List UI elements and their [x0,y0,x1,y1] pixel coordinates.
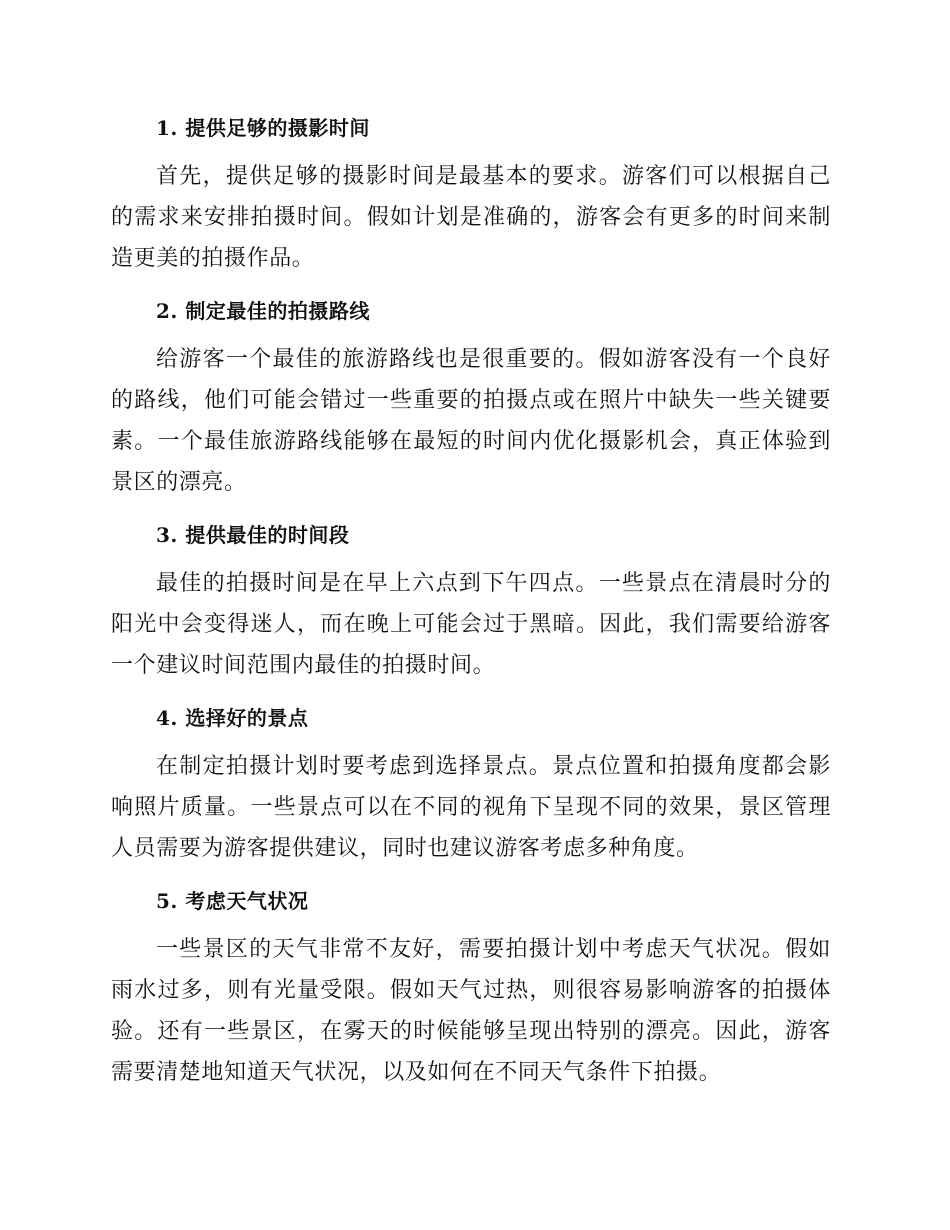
section-heading-5: 5. 考虑天气状况 [156,889,309,913]
section-heading-1: 1. 提供足够的摄影时间 [156,116,370,140]
section-paragraph-2: 给游客一个最佳的旅游路线也是很重要的。假如游客没有一个良好的路线，他们可能会错过一些重要的拍摄点或在照片中缺失一些关键要素。一个最佳旅游路线能够在最短的时间内优化摄影机会，真正体验到景区的漂亮。 [111,347,831,495]
section-heading-2: 2. 制定最佳的拍摄路线 [156,299,370,323]
section-heading-4: 4. 选择好的景点 [156,706,309,730]
section-paragraph-3: 最佳的拍摄时间是在早上六点到下午四点。一些景点在清晨时分的阳光中会变得迷人，而在晚上可能会过于黑暗。因此，我们需要给游客一个建议时间范围内最佳的拍摄时间。 [111,571,831,678]
document-content [111,108,831,1105]
section-paragraph-1: 首先，提供足够的摄影时间是最基本的要求。游客们可以根据自己的需求来安排拍摄时间。假如计划是准确的，游客会有更多的时间来制造更美的拍摄作品。 [111,164,831,271]
section-heading-3: 3. 提供最佳的时间段 [156,523,350,547]
section-paragraph-4: 在制定拍摄计划时要考虑到选择景点。景点位置和拍摄角度都会影响照片质量。一些景点可以在不同的视角下呈现不同的效果，景区管理人员需要为游客提供建议，同时也建议游客考虑多种角度。 [111,754,831,861]
section-paragraph-5: 一些景区的天气非常不友好，需要拍摄计划中考虑天气状况。假如雨水过多，则有光量受限。假如天气过热，则很容易影响游客的拍摄体验。还有一些景区，在雾天的时候能够呈现出特别的漂亮。因此，游客需要清楚地知道天气状况，以及如何在不同天气条件下拍摄。 [111,937,831,1085]
